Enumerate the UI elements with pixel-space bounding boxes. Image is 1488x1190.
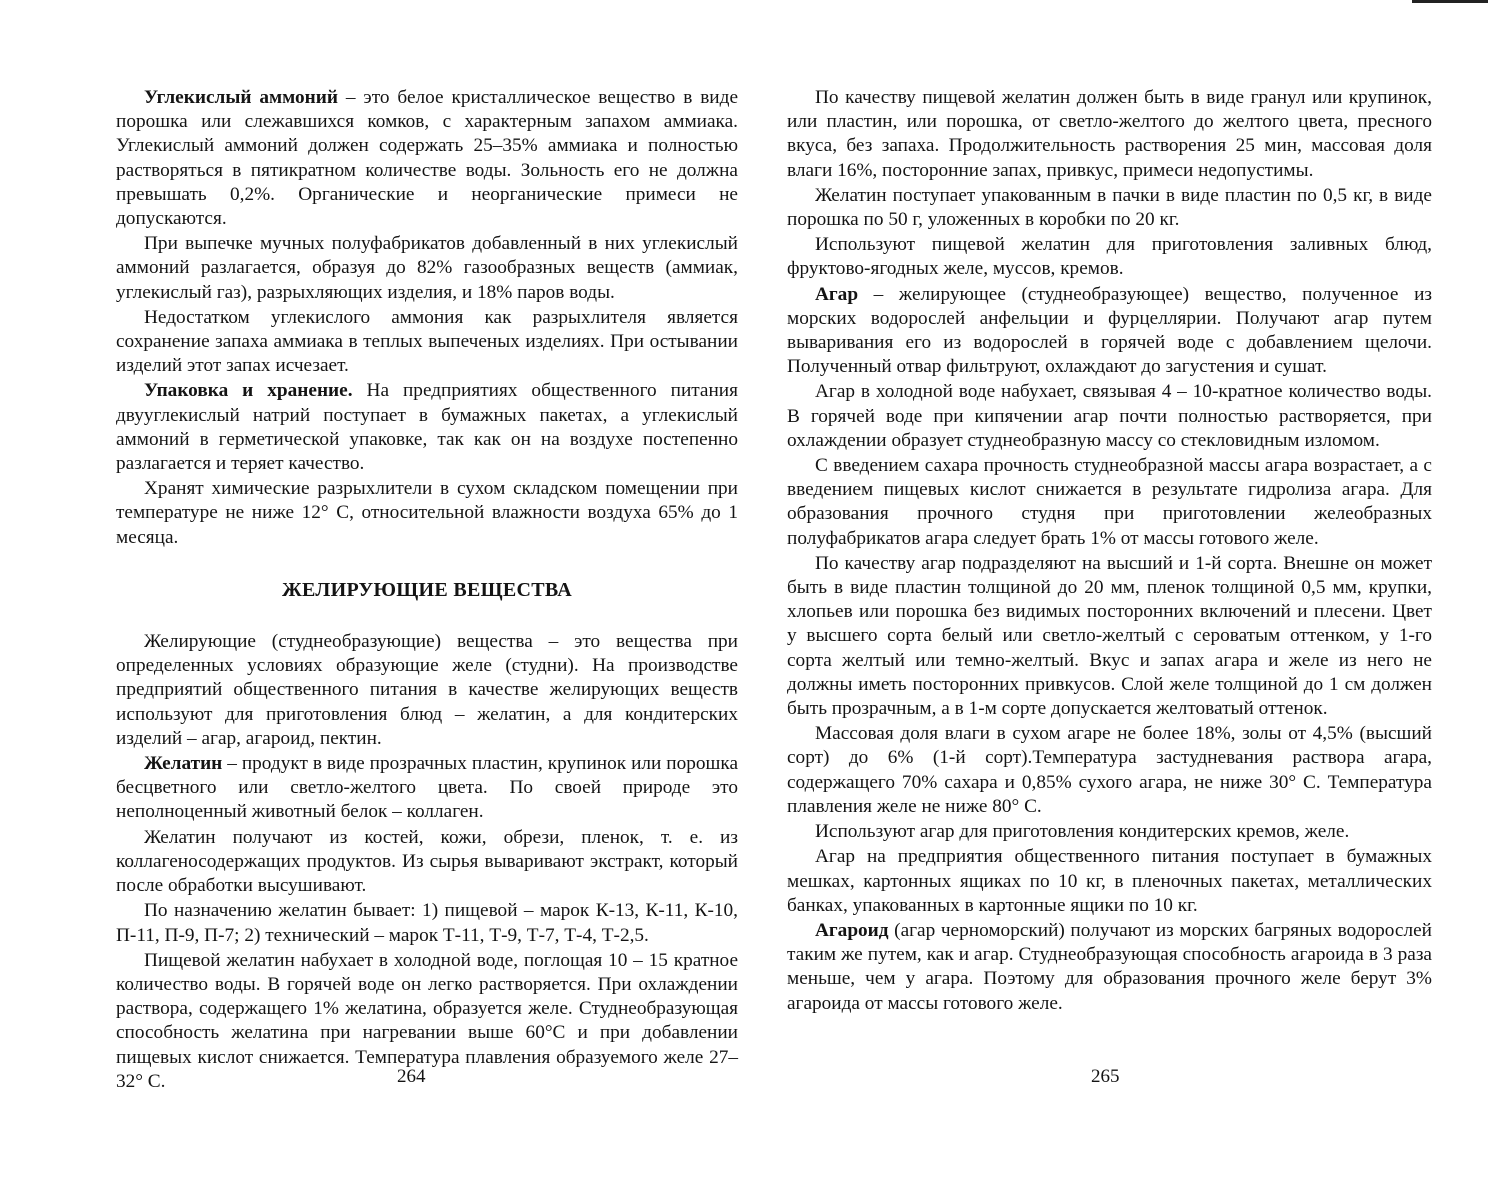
paragraph-text: Используют агар для приготовления кондитерских кремов, желе. bbox=[815, 821, 1350, 843]
paragraph-text: Желирующие (студнеобразующие) вещества – это вещества при определенных условиях образующие желе (студни). На производстве предприятий общественного питания в качестве желирующих веществ используют для приготовления блюд – желатин, а для кондитерских изделий – агар, агароид, пектин. bbox=[116, 631, 738, 749]
paragraph-text: Недостатком углекислого аммония как разрыхлителя является сохранение запаха аммиака в теплых выпеченых изделиях. При остывании изделий этот запах исчезает. bbox=[116, 306, 738, 377]
right-page-body bbox=[787, 86, 1432, 1016]
paragraph bbox=[116, 379, 738, 476]
paragraph bbox=[787, 820, 1432, 844]
paragraph bbox=[116, 306, 738, 379]
paragraph bbox=[787, 86, 1432, 183]
paragraph-text: По качеству агар подразделяют на высший и 1-й сорта. Внешне он может быть в виде пластин толщиной до 20 мм, пленок толщиной 0,5 мм, крупки, хлопьев или порошка без видимых посторонних включений и плесени. Цвет у высшего сорта белый или светло-желтый с сероватым оттенком, у 1-го сорта желтый или темно-желтый. Вкус и запах агара и желе из него не должны иметь посторонних привкусов. Слой желе толщиной до 1 см должен быть прозрачным, а в 1-м сорте допускается желтоватый оттенок. bbox=[787, 552, 1432, 720]
page-number-left: 264 bbox=[397, 1066, 426, 1087]
right-paragraphs bbox=[787, 86, 1432, 1016]
paragraph-text: Желатин получают из костей, кожи, обрези, пленок, т. е. из коллагеносодержащих продуктов. Из сырья вываривают экстракт, который после обработки высушивают. bbox=[116, 826, 738, 897]
left-paragraphs bbox=[116, 86, 738, 550]
paragraph bbox=[787, 283, 1432, 380]
paragraph bbox=[116, 630, 738, 751]
paragraph bbox=[116, 86, 738, 231]
paragraph-text: По назначению желатин бывает: 1) пищевой – марок К-13, К-11, К-10, П-11, П-9, П-7; 2) технический – марок Т-11, Т-9, Т-7, Т-4, Т-2,5. bbox=[116, 900, 738, 946]
paragraph-text: Массовая доля влаги в сухом агаре не более 18%, золы от 4,5% (высший сорт) до 6% (1-й сорт).Температура застудневания раствора агара, содержащего 70% сахара и 0,85% сухого агара, не ниже 30° С. Температура плавления желе не ниже 80° С. bbox=[787, 723, 1432, 817]
paragraph-text: На предприятиях общественного питания двууглекислый натрий поступает в бумажных пакетах, а углекислый аммоний в герметической упаковке, так как он на воздухе постепенно разлагается и теряет качество. bbox=[116, 380, 738, 475]
paragraph-text: С введением сахара прочность студнеобразной массы агара возрастает, а с введением пищевых кислот снижается в результате гидролиза агара. Для образования прочного студня при приготовлении желеобразных полуфабрикатов агара следует брать 1% от массы готового желе. bbox=[787, 455, 1432, 549]
paragraph bbox=[787, 722, 1432, 819]
paragraph-text: Агар в холодной воде набухает, связывая 4 – 10-кратное количество воды. В горячей воде при кипячении агар почти полностью растворяется, при охлаждении образует студнеобразную массу со стекловидным изломом. bbox=[787, 381, 1432, 451]
paragraph bbox=[116, 477, 738, 550]
paragraph bbox=[787, 454, 1432, 551]
paragraph bbox=[787, 184, 1432, 232]
paragraph bbox=[116, 949, 738, 1094]
paragraph-text: – это белое кристаллическое вещество в виде порошка или слежавшихся комков, с характерным запахом аммиака. Углекислый аммоний должен содержать 25–35% аммиака и полностью растворяться в пятикратном количестве воды. Зольность его не должна превышать 0,2%. Органические и неорганические примеси не допускаются. bbox=[116, 87, 738, 230]
paragraph bbox=[116, 899, 738, 947]
paragraph-term: Углекислый аммоний bbox=[144, 87, 338, 108]
paragraph bbox=[787, 380, 1432, 453]
page-number-right: 265 bbox=[1091, 1066, 1120, 1087]
left-paragraphs-after bbox=[116, 630, 738, 1094]
paragraph bbox=[787, 845, 1432, 918]
paragraph bbox=[116, 826, 738, 899]
section-heading: ЖЕЛИРУЮЩИЕ ВЕЩЕСТВА bbox=[281, 578, 573, 601]
paragraph-text: – желирующее (студнеобразующее) вещество, полученное из морских водорослей анфельции и фурцеллярии. Получают агар путем вываривания его из водорослей в горячей воде с добавлением щелочи. Полученный отвар фильтруют, охлаждают до загустения и сушат. bbox=[787, 283, 1432, 378]
paragraph-text: При выпечке мучных полуфабрикатов добавленный в них углекислый аммоний разлагается, образуя до 82% газообразных веществ (аммиак, углекислый газ), разрыхляющих изделия, и 18% паров воды. bbox=[116, 233, 738, 303]
paragraph bbox=[787, 919, 1432, 1016]
paragraph-text: Агар на предприятия общественного питания поступает в бумажных мешках, картонных ящиках по 10 кг, в пленочных пакетах, металлических банках, упакованных в картонные ящики по 10 кг. bbox=[787, 846, 1432, 916]
paragraph-term: Желатин bbox=[144, 753, 223, 775]
left-page-body bbox=[116, 86, 738, 1094]
paragraph-text: (агар черноморский) получают из морских багряных водорослей таким же путем, как и агар. Студнеобразующая способность агароида в 3 раза меньше, чем у агара. Поэтому для образования прочного желе берут 3% агароида от массы готового желе. bbox=[787, 919, 1432, 1014]
paragraph bbox=[116, 752, 738, 825]
paragraph-text: Желатин поступает упакованным в пачки в виде пластин по 0,5 кг, в виде порошка по 50 г, уложенных в коробки по 20 кг. bbox=[787, 184, 1432, 231]
paragraph-text: Хранят химические разрыхлители в сухом складском помещении при температуре не ниже 12° С, относительной влажности воздуха 65% до 1 месяца. bbox=[116, 478, 738, 548]
paragraph-term: Упаковка и хранение. bbox=[144, 380, 353, 402]
paragraph-term: Агар bbox=[815, 283, 859, 305]
paragraph bbox=[116, 232, 738, 305]
paragraph-text: – продукт в виде прозрачных пластин, крупинок или порошка бесцветного или светло-желтого цвета. По своей природе это неполноценный животный белок – коллаген. bbox=[116, 753, 738, 823]
paragraph-text: Используют пищевой желатин для приготовления заливных блюд, фруктово-ягодных желе, муссов, кремов. bbox=[787, 234, 1432, 280]
scan-edge-mark bbox=[1412, 0, 1488, 3]
paragraph-text: По качеству пищевой желатин должен быть в виде гранул или крупинок, или пластин, или порошка, от светло-желтого до желтого цвета, пресного вкуса, без запаха. Продолжительность растворения 25 мин, массовая доля влаги 16%, посторонние запах, привкус, примеси недопустимы. bbox=[787, 87, 1432, 181]
paragraph bbox=[787, 552, 1432, 721]
paragraph-term: Агароид bbox=[815, 919, 889, 941]
paragraph bbox=[787, 233, 1432, 281]
paragraph-text: Пищевой желатин набухает в холодной воде, поглощая 10 – 15 кратное количество воды. В горячей воде он легко растворяется. При охлаждении раствора, содержащего 1% желатина, образуется желе. Студнеобразующая способность желатина при нагревании выше 60°С и при добавлении пищевых кислот снижается. Температура плавления образуемого желе 27–32° С. bbox=[116, 949, 738, 1092]
